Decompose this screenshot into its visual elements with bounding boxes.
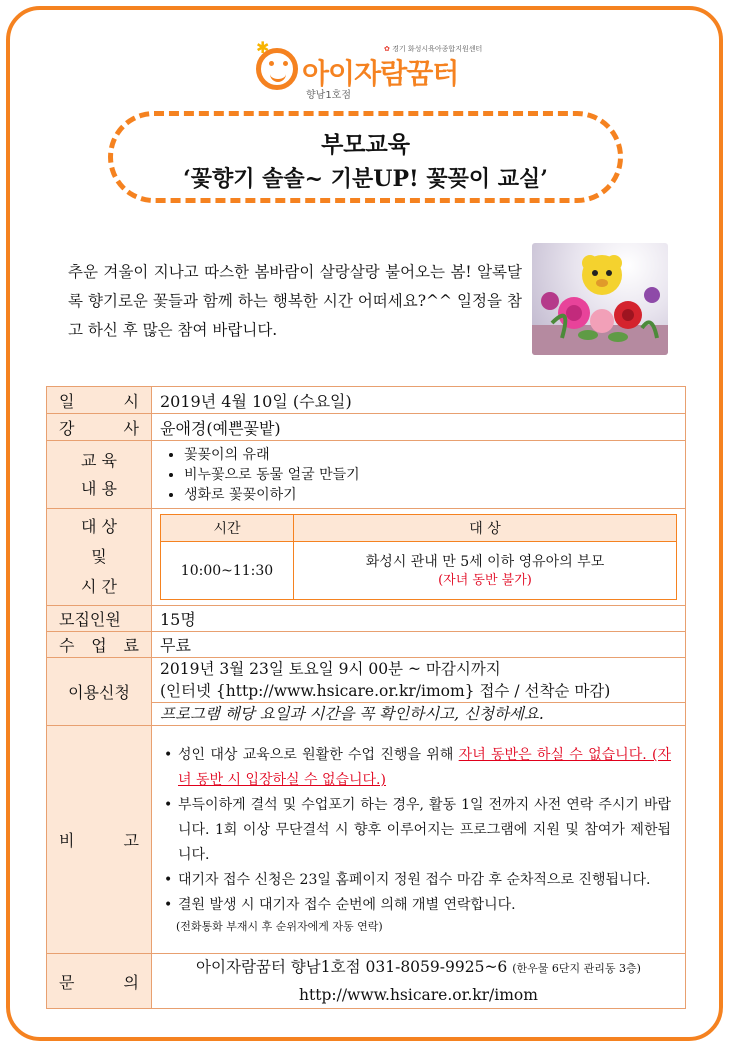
note-4: • 결원 발생 시 대기자 접수 순번에 의해 개별 연락합니다.: [162, 893, 671, 918]
col-time: 시간: [161, 515, 294, 542]
flower-photo-illustration: [532, 243, 668, 355]
label-date: 일 시: [47, 387, 152, 414]
label-content-1: 교 육: [81, 450, 117, 470]
schedule-time: 10:00~11:30: [161, 542, 294, 600]
contact-address: (한우물 6단지 관리동 3층): [512, 962, 641, 975]
schedule-target: [294, 542, 677, 600]
label-capacity: 모집인원: [47, 606, 152, 632]
row-date: [47, 387, 686, 414]
note-1-text: 성인 대상 교육으로 원활한 수업 진행을 위해: [178, 747, 459, 763]
label-apply: 이용신청: [47, 658, 152, 726]
value-apply: [152, 658, 686, 726]
row-apply: [47, 658, 686, 726]
value-contact: [152, 954, 686, 1009]
smiley-face-icon: [256, 48, 298, 90]
program-info-table: [46, 386, 686, 1009]
intro-text: 추운 겨울이 지나고 따스한 봄바람이 살랑살랑 불어오는 봄! 알록달록 향기로운 꽃들과 함께 하는 행복한 시간 어떠세요?^^ 일정을 참고 하신 후 많은 참여 바랍니다.: [68, 263, 522, 339]
label-target-2: 및: [91, 547, 107, 566]
row-content: [47, 441, 686, 509]
value-fee: 무료: [152, 632, 686, 658]
apply-method: (인터넷 {http://www.hsicare.or.kr/imom} 접수 / 선착순 마감): [160, 682, 611, 700]
star-icon: ✱: [256, 38, 270, 57]
value-date: 2019년 4월 10일 (수요일): [152, 387, 686, 414]
flower-arrangement-photo: [532, 243, 668, 355]
contact-url[interactable]: http://www.hsicare.or.kr/imom: [299, 986, 538, 1004]
label-content-2: 내 용: [81, 478, 117, 498]
row-target: [47, 509, 686, 606]
logo-title: 아이자람꿈터: [302, 57, 459, 90]
label-contact: 문 의: [47, 954, 152, 1009]
row-contact: [47, 954, 686, 1009]
value-capacity: 15명: [152, 606, 686, 632]
schedule-table: [160, 514, 677, 600]
label-instructor: 강 사: [47, 414, 152, 441]
logo-center-name: ✿ 경기 화성시육아종합지원센터: [384, 45, 483, 53]
note-4-sub: (전화통화 부재시 후 순위자에게 자동 연락): [176, 920, 383, 933]
label-target-1: 대 상: [81, 517, 117, 536]
target-note: (자녀 동반 불가): [438, 572, 532, 588]
row-capacity: [47, 606, 686, 632]
row-fee: [47, 632, 686, 658]
col-target: 대 상: [294, 515, 677, 542]
contact-phone: 아이자람꿈터 향남1호점 031-8059-9925~6: [196, 958, 508, 976]
contact-line1: [160, 954, 677, 982]
target-text: 화성시 관내 만 5세 이하 영유아의 부모: [365, 553, 605, 570]
value-content: [152, 441, 686, 509]
label-content: [47, 441, 152, 509]
title-category: 부모교육: [321, 131, 410, 158]
apply-period: 2019년 3월 23일 토요일 9시 00분 ~ 마감시까지: [160, 660, 501, 678]
label-target: [47, 509, 152, 606]
note-2: • 부득이하게 결석 및 수업포기 하는 경우, 활동 1일 전까지 사전 연락 주시기 바랍니다. 1회 이상 무단결석 시 향후 이루어지는 프로그램에 지원 및 참여가 제한됩니다.: [162, 793, 671, 868]
note-1: [162, 743, 671, 793]
content-item: • 생화로 꽃꽂이하기: [184, 485, 677, 505]
row-instructor: [47, 414, 686, 441]
note-3: • 대기자 접수 신청은 23일 홈페이지 정원 접수 마감 후 순차적으로 진행됩니다.: [162, 868, 671, 893]
label-fee: 수 업 료: [47, 632, 152, 658]
content-item: • 비누꽃으로 동물 얼굴 만들기: [184, 465, 677, 485]
label-target-3: 시 간: [81, 577, 117, 596]
content-list: [160, 445, 677, 505]
apply-reminder: 프로그램 해당 요일과 시간을 꼭 확인하시고, 신청하세요.: [152, 702, 685, 725]
row-notes: [47, 726, 686, 954]
note-1-alert: 자녀 동반은 하실 수 없습니다. (자녀 동반 시 입장하실 수 없습니다.): [178, 747, 671, 788]
schedule-row: [161, 542, 677, 600]
content-item: • 꽃꽂이의 유래: [184, 445, 677, 465]
title-box: [108, 111, 623, 203]
schedule-header: [161, 515, 677, 542]
value-instructor: 윤애경(예쁜꽃밭): [152, 414, 686, 441]
value-target: [152, 509, 686, 606]
label-notes: 비 고: [47, 726, 152, 954]
center-logo: [256, 38, 496, 101]
value-notes: [152, 726, 686, 954]
logo-branch: 향남1호점: [306, 90, 352, 101]
title-program: ‘꽃향기 솔솔~ 기분UP! 꽃꽂이 교실’: [183, 166, 548, 192]
